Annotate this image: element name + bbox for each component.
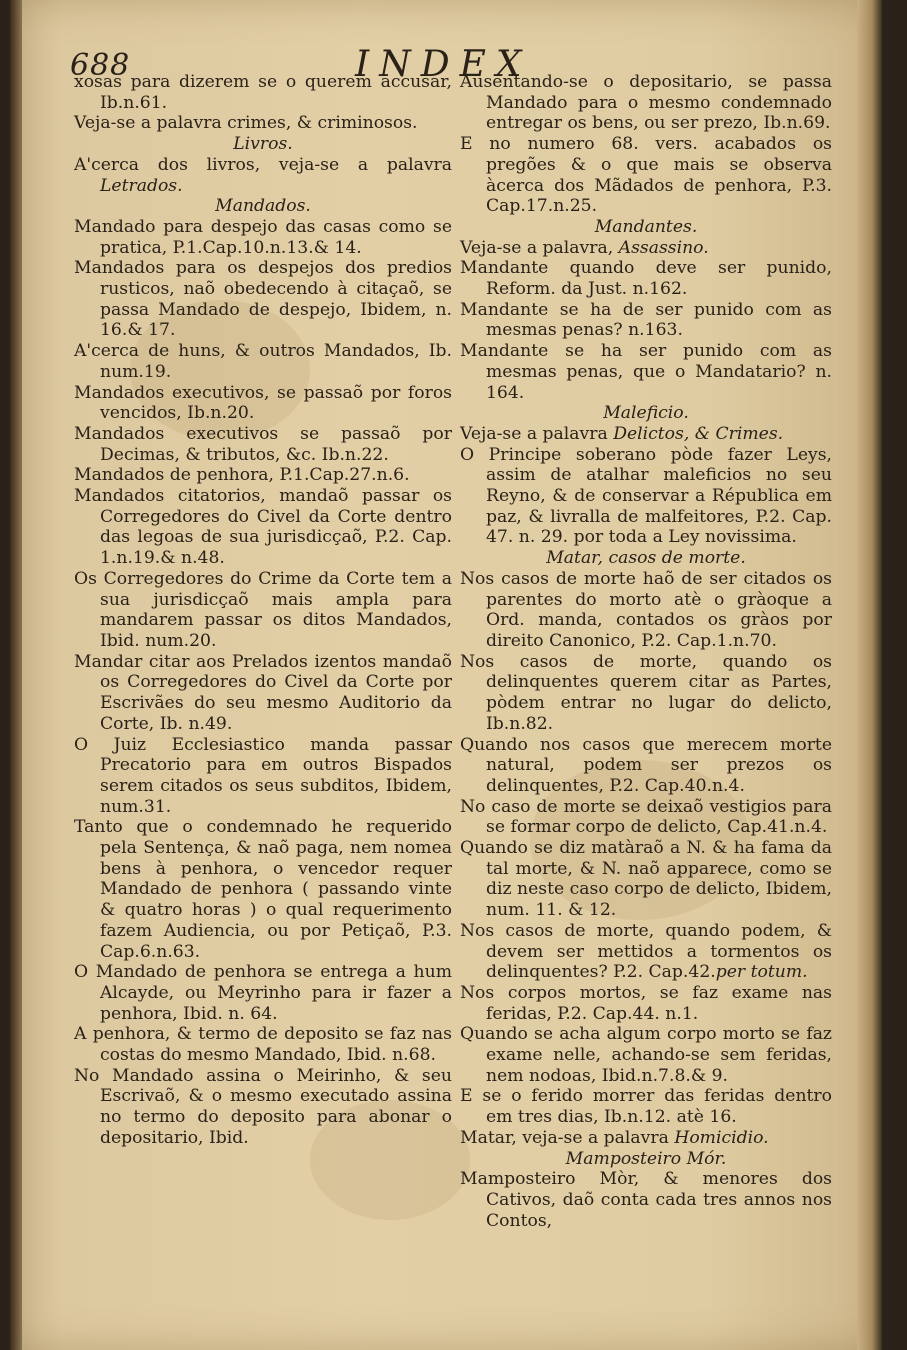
- entry-reference: Delictos, & Crimes.: [613, 423, 784, 444]
- index-entry: [74, 652, 452, 735]
- entry-text: Nos casos de morte, quando podem, & devem ser mettidos a tormentos os delinquentes? P.2. Cap.42.: [460, 920, 832, 983]
- index-entry: [460, 72, 832, 134]
- entry-text: A'cerca de huns, & outros Mandados, Ib. num.19.: [74, 341, 452, 382]
- section-heading: Livros.: [233, 134, 293, 155]
- entry-text: Veja-se a palavra,: [460, 237, 619, 258]
- page-edge: [857, 0, 882, 1350]
- index-entry: [74, 569, 452, 652]
- index-entry: [74, 258, 452, 341]
- entry-text: E se o ferido morrer das feridas dentro em tres dias, Ib.n.12. atè 16.: [460, 1086, 832, 1128]
- index-entry: [460, 569, 832, 652]
- entry-text: Mandados para os despejos dos predios rusticos, naõ obedecendo à citaçaõ, se passa Mandado de despejo, Ibidem, n. 16.& 17.: [74, 258, 452, 341]
- entry-text: Quando se acha algum corpo morto se faz exame nelle, achando-se sem feridas, nem nodoas, Ibid.n.7.8.& 9.: [460, 1024, 832, 1086]
- entry-text: O Juiz Ecclesiastico manda passar Precatorio para em outros Bispados serem citados os seus subditos, Ibidem, num.31.: [74, 734, 452, 817]
- index-entry: [460, 445, 832, 549]
- index-entry: [460, 1086, 832, 1127]
- index-entry: [460, 921, 832, 983]
- entry-text: Nos casos de morte haõ de ser citados os parentes do morto atè o gràoque a Ord. manda, contados os gràos por direito Canonico, P.2. Cap.1.n.70.: [460, 568, 832, 651]
- entry-text: Quando se diz matàraõ a N. & ha fama da tal morte, & N. naõ apparece, como se diz neste caso corpo de delicto, Ibidem, num. 11. & 12.: [460, 838, 832, 921]
- index-entry: [460, 258, 832, 299]
- index-entry: [460, 341, 832, 403]
- entry-text: Mandados executivos, se passaõ por foros vencidos, Ib.n.20.: [74, 382, 452, 424]
- section-heading: Mandados.: [215, 196, 311, 217]
- index-entry: [74, 72, 452, 113]
- entry-text: Mandante se ha ser punido com as mesmas penas, que o Mandatario? n. 164.: [460, 341, 832, 403]
- index-entry: [460, 238, 832, 259]
- entry-text: E no numero 68. vers. acabados os pregões & o que mais se observa àcerca dos Mãdados de penhora, P.3. Cap.17.n.25.: [460, 134, 832, 217]
- left-column: [74, 72, 452, 1149]
- entry-text: xosas para dizerem se o querem accusar, Ib.n.61.: [74, 72, 452, 113]
- entry-text: Mandante se ha de ser punido com as mesmas penas? n.163.: [460, 299, 832, 341]
- entry-text: Nos corpos mortos, se faz exame nas feridas, P.2. Cap.44. n.1.: [460, 982, 832, 1024]
- entry-text: O Mandado de penhora se entrega a hum Alcayde, ou Meyrinho para ir fazer a penhora, Ibid. n. 64.: [74, 962, 452, 1024]
- index-entry: [74, 486, 452, 569]
- index-entry: [74, 817, 452, 962]
- index-entry: [460, 1024, 832, 1086]
- entry-text: Nos casos de morte, quando os delinquentes querem citar as Partes, pòdem entrar no lugar do delicto, Ib.n.82.: [460, 651, 832, 734]
- entry-text: A'cerca dos livros, veja-se a palavra: [74, 154, 452, 175]
- section-heading: Maleficio.: [603, 403, 689, 424]
- index-entry: [460, 1128, 832, 1149]
- entry-text: Tanto que o condemnado he requerido pela Sentença, & naõ paga, nem nomea bens à penhora, o vencedor requer Mandado de penhora ( passando vinte & quatro horas ) o qual requerimento fazem Audiencia, ou por Petiçaõ, P.3. Cap.6.n.63.: [74, 817, 452, 962]
- index-entry: [74, 1024, 452, 1065]
- book-gutter: [10, 0, 22, 1350]
- index-entry: [74, 341, 452, 382]
- index-entry: [74, 155, 452, 196]
- entry-text: Mamposteiro Mòr, & menores dos Cativos, daõ conta cada tres annos nos Contos,: [460, 1169, 832, 1231]
- entry-text: Mandar citar aos Prelados izentos mandaõ os Corregedores do Civel da Corte por Escrivães do seu mesmo Auditorio da Corte, Ib. n.49.: [74, 651, 452, 734]
- entry-text: Mandado para despejo das casas como se pratica, P.1.Cap.10.n.13.& 14.: [74, 216, 452, 258]
- index-entry: [460, 424, 832, 445]
- index-entry: [74, 113, 452, 134]
- index-entry: [74, 424, 452, 465]
- index-entry: [460, 797, 832, 838]
- index-entry: [74, 465, 452, 486]
- index-entry: [460, 652, 832, 735]
- section-heading: Matar, casos de morte.: [546, 548, 746, 569]
- index-entry: [74, 1066, 452, 1149]
- entry-text: Veja-se a palavra crimes, & criminosos.: [74, 113, 418, 134]
- index-entry: [74, 735, 452, 818]
- entry-text: A penhora, & termo de deposito se faz nas costas do mesmo Mandado, Ibid. n.68.: [74, 1024, 452, 1066]
- index-entry: [74, 962, 452, 1024]
- index-entry: [460, 300, 832, 341]
- entry-text: Ausentando-se o depositario, se passa Mandado para o mesmo condemnado entregar os bens, ou ser prezo, Ib.n.69.: [460, 72, 832, 134]
- entry-text: No Mandado assina o Meirinho, & seu Escrivaõ, & o mesmo executado assina no termo do deposito para abonar o depositario, Ibid.: [74, 1065, 452, 1148]
- index-entry: [460, 838, 832, 921]
- entry-reference: Homicidio.: [674, 1127, 769, 1148]
- index-entry: [74, 217, 452, 258]
- right-column: [460, 72, 832, 1231]
- entry-text: No caso de morte se deixaõ vestigios para se formar corpo de delicto, Cap.41.n.4.: [460, 796, 832, 838]
- entry-text: O Principe soberano pòde fazer Leys, assim de atalhar maleficios no seu Reyno, & de conservar a Républica em paz, & livralla de malfeitores, P.2. Cap. 47. n. 29. por toda a Ley novissima.: [460, 444, 832, 548]
- entry-reference: per totum.: [715, 962, 808, 983]
- entry-text: Os Corregedores do Crime da Corte tem a sua jurisdicçaõ mais ampla para mandarem passar os ditos Mandados, Ibid. num.20.: [74, 568, 452, 651]
- entry-text: Mandados citatorios, mandaõ passar os Corregedores do Civel da Corte dentro das legoas de sua jurisdicçaõ, P.2. Cap. 1.n.19.& n.48.: [74, 486, 452, 569]
- index-entry: [460, 1169, 832, 1231]
- running-title: INDEX: [355, 44, 532, 85]
- entry-text: Mandante quando deve ser punido, Reform. da Just. n.162.: [460, 258, 832, 300]
- entry-text: Quando nos casos que merecem morte natural, podem ser prezos os delinquentes, P.2. Cap.40.n.4.: [460, 734, 832, 796]
- section-heading: Mandantes.: [594, 216, 698, 237]
- index-entry: [74, 383, 452, 424]
- entry-text: Matar, veja-se a palavra: [460, 1127, 675, 1148]
- entry-reference: Assassino.: [618, 237, 709, 258]
- entry-text: Veja-se a palavra: [460, 423, 614, 444]
- index-entry: [460, 735, 832, 797]
- section-heading: Mamposteiro Mór.: [565, 1148, 727, 1169]
- index-entry: [460, 983, 832, 1024]
- entry-text: Mandados de penhora, P.1.Cap.27.n.6.: [74, 465, 410, 486]
- entry-reference: Letrados.: [100, 175, 183, 196]
- index-entry: [460, 134, 832, 217]
- page-number: 688: [70, 48, 131, 83]
- entry-text: Mandados executivos se passaõ por Decimas, & tributos, &c. Ib.n.22.: [74, 423, 452, 465]
